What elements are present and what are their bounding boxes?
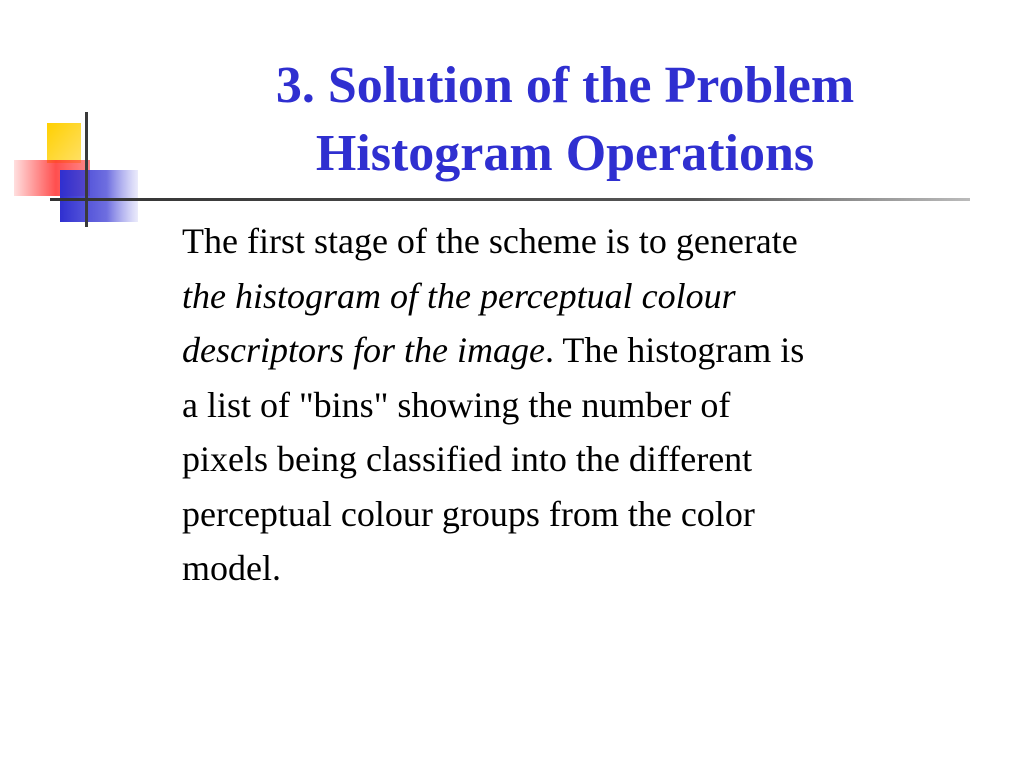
body-line-4: a list of "bins" showing the number of — [182, 384, 731, 425]
body-line-6: perceptual colour groups from the color — [182, 493, 755, 534]
body-line-3-italic: descriptors for the image — [182, 330, 545, 370]
logo-yellow-square — [47, 123, 81, 163]
body-line-5: pixels being classified into the different — [182, 439, 753, 479]
logo-vertical-rule — [85, 112, 88, 227]
body-line-1: The first stage of the scheme is to generate — [182, 221, 798, 261]
body-line-2-italic: the histogram of the perceptual colour — [182, 275, 736, 316]
slide-body-paragraph — [182, 214, 982, 596]
slide-title — [160, 52, 970, 188]
slide-title-line-2: Histogram Operations — [315, 125, 815, 182]
logo-blue-bar — [60, 170, 138, 222]
title-underline-rule — [50, 198, 970, 201]
body-line-3-rest: . The histogram is — [544, 330, 805, 370]
body-line-7: model. — [182, 548, 281, 588]
body-line-3 — [182, 323, 982, 378]
logo-red-bar — [14, 160, 90, 196]
slide-title-line-1: 3. Solution of the Problem — [275, 57, 855, 114]
